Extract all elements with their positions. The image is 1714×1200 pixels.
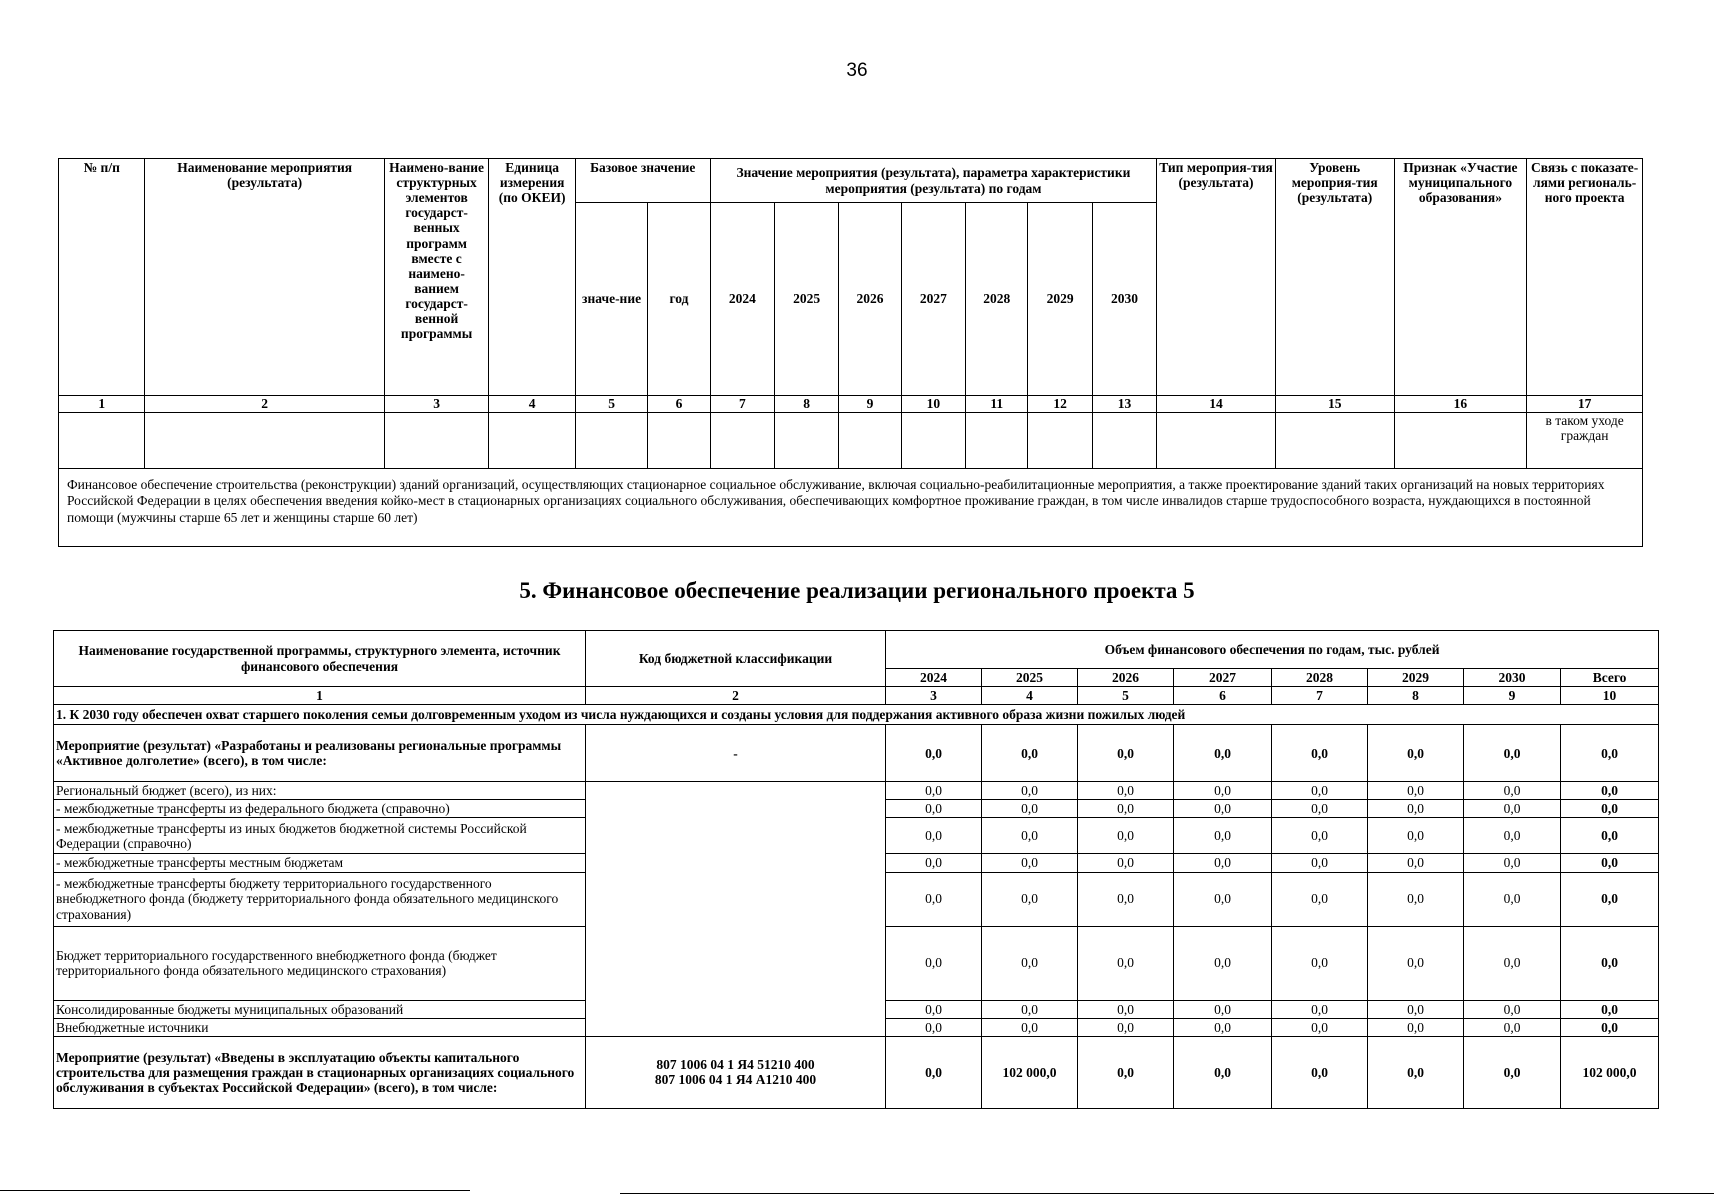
header-year: 2028 <box>1272 669 1368 687</box>
value-cell: 0,0 <box>886 818 982 854</box>
header-total: Всего <box>1561 669 1659 687</box>
col-number: 7 <box>710 396 774 413</box>
header-year: 2025 <box>775 203 839 396</box>
value-cell: 0,0 <box>1174 800 1272 818</box>
value-cell: 0,0 <box>1464 818 1561 854</box>
header-year: 2030 <box>1092 203 1156 396</box>
value-cell: 0,0 <box>1368 1018 1464 1036</box>
value-cell: 0,0 <box>1561 725 1659 782</box>
value-cell: 0,0 <box>1174 872 1272 926</box>
col-number: 17 <box>1527 396 1643 413</box>
value-cell: 0,0 <box>982 1000 1078 1018</box>
row-label: - межбюджетные трансферты бюджету территориального государственного внебюджетного фонда (бюджету территориального фонда обязательного медицинского страхования) <box>54 872 586 926</box>
value-cell: 0,0 <box>1561 1018 1659 1036</box>
col-number: 11 <box>966 396 1028 413</box>
value-cell: 0,0 <box>982 782 1078 800</box>
value-cell: 0,0 <box>1174 854 1272 872</box>
value-cell: 0,0 <box>1561 854 1659 872</box>
value-cell: 0,0 <box>886 872 982 926</box>
value-cell: 0,0 <box>1272 872 1368 926</box>
value-cell: 0,0 <box>1561 818 1659 854</box>
row-label: Консолидированные бюджеты муниципальных образований <box>54 1000 586 1018</box>
value-cell: 0,0 <box>1078 1000 1174 1018</box>
value-cell: 0,0 <box>1272 854 1368 872</box>
value-cell: 0,0 <box>1078 818 1174 854</box>
value-cell: 0,0 <box>1078 782 1174 800</box>
header-volume: Объем финансового обеспечения по годам, тыс. рублей <box>886 631 1659 669</box>
header-year: 2029 <box>1368 669 1464 687</box>
results-table <box>58 158 1643 547</box>
col-number: 2 <box>145 396 384 413</box>
header-year: 2024 <box>710 203 774 396</box>
value-cell: 0,0 <box>1464 782 1561 800</box>
value-cell: 0,0 <box>886 1000 982 1018</box>
value-cell: 0,0 <box>1368 725 1464 782</box>
value-cell: 0,0 <box>982 1018 1078 1036</box>
value-cell: 0,0 <box>982 725 1078 782</box>
col-number: 3 <box>886 687 982 705</box>
value-cell: 0,0 <box>1464 926 1561 1000</box>
value-cell: 0,0 <box>982 926 1078 1000</box>
header-name: Наименование мероприятия (результата) <box>145 159 384 396</box>
header-level: Уровень мероприя-тия (результата) <box>1275 159 1394 396</box>
col-number: 8 <box>775 396 839 413</box>
value-cell: 0,0 <box>982 818 1078 854</box>
value-cell: 0,0 <box>1272 1000 1368 1018</box>
row-code-empty <box>586 782 886 1037</box>
value-cell: 0,0 <box>1272 782 1368 800</box>
row-label: Мероприятие (результат) «Разработаны и реализованы региональные программы «Активное долголетие» (всего), в том числе: <box>54 725 586 782</box>
col-number: 16 <box>1394 396 1527 413</box>
value-cell: 0,0 <box>886 854 982 872</box>
row-code: 807 1006 04 1 Я4 51210 400 807 1006 04 1 Я4 А1210 400 <box>586 1036 886 1108</box>
header-year: 2029 <box>1028 203 1092 396</box>
col-number: 5 <box>575 396 647 413</box>
value-cell: 0,0 <box>1272 1036 1368 1108</box>
value-cell: 0,0 <box>1272 1018 1368 1036</box>
value-cell: 0,0 <box>1368 926 1464 1000</box>
header-year: 2027 <box>1174 669 1272 687</box>
col-number: 4 <box>489 396 575 413</box>
value-cell: 0,0 <box>1078 1036 1174 1108</box>
value-cell: 0,0 <box>886 800 982 818</box>
value-cell: 0,0 <box>886 926 982 1000</box>
value-cell: 0,0 <box>1464 872 1561 926</box>
value-cell: 0,0 <box>1464 800 1561 818</box>
row-label: - межбюджетные трансферты из федерального бюджета (справочно) <box>54 800 586 818</box>
col-number: 1 <box>59 396 145 413</box>
value-cell: 0,0 <box>982 800 1078 818</box>
row-label: Бюджет территориального государственного внебюджетного фонда (бюджет территориального фонда обязательного медицинского страхования) <box>54 926 586 1000</box>
value-cell: 0,0 <box>982 854 1078 872</box>
col-number: 4 <box>982 687 1078 705</box>
header-sign: Признак «Участие муниципального образования» <box>1394 159 1527 396</box>
value-cell: 0,0 <box>1174 1018 1272 1036</box>
value-cell: 0,0 <box>1174 818 1272 854</box>
value-cell: 0,0 <box>1464 1018 1561 1036</box>
col-number: 14 <box>1157 396 1276 413</box>
header-program-name: Наименование государственной программы, структурного элемента, источник финансового обеспечения <box>54 631 586 687</box>
value-cell: 0,0 <box>1078 926 1174 1000</box>
value-cell: 0,0 <box>1174 725 1272 782</box>
header-link: Связь с показате-лями региональ-ного проекта <box>1527 159 1643 396</box>
value-cell: 0,0 <box>1368 818 1464 854</box>
value-cell: 0,0 <box>1174 1036 1272 1108</box>
header-year: 2024 <box>886 669 982 687</box>
col-number: 8 <box>1368 687 1464 705</box>
value-cell: 0,0 <box>1272 818 1368 854</box>
value-cell: 102 000,0 <box>1561 1036 1659 1108</box>
page-edge-line <box>0 1190 470 1191</box>
header-base-year: год <box>648 203 710 396</box>
row-label: Внебюджетные источники <box>54 1018 586 1036</box>
header-year: 2027 <box>901 203 965 396</box>
value-cell: 0,0 <box>1368 782 1464 800</box>
header-year: 2028 <box>966 203 1028 396</box>
value-cell: 0,0 <box>1368 854 1464 872</box>
col-number: 2 <box>586 687 886 705</box>
header-struct: Наимено-вание структурных элементов государст-венных программ вместе с наимено-ванием государст-венной программы <box>384 159 489 396</box>
value-cell: 0,0 <box>1078 800 1174 818</box>
col-number: 1 <box>54 687 586 705</box>
col-number: 7 <box>1272 687 1368 705</box>
value-cell: 0,0 <box>1368 800 1464 818</box>
value-cell: 0,0 <box>1174 1000 1272 1018</box>
value-cell: 0,0 <box>1078 854 1174 872</box>
col-number: 9 <box>1464 687 1561 705</box>
value-cell: 0,0 <box>1272 725 1368 782</box>
value-cell: 0,0 <box>1078 725 1174 782</box>
value-cell: 0,0 <box>1561 872 1659 926</box>
value-cell: 0,0 <box>1272 800 1368 818</box>
header-year: 2025 <box>982 669 1078 687</box>
col-number: 15 <box>1275 396 1394 413</box>
col-number: 5 <box>1078 687 1174 705</box>
header-base: Базовое значение <box>575 159 710 203</box>
row-label: Мероприятие (результат) «Введены в эксплуатацию объекты капитального строительства для размещения граждан в стационарных организациях социального обслуживания в субъектах Российской Федерации» (всего), в том числе: <box>54 1036 586 1108</box>
goal-row: 1. К 2030 году обеспечен охват старшего поколения семьи долговременным уходом из числа нуждающихся и созданы условия для поддержания активного образа жизни пожилых людей <box>54 705 1659 725</box>
value-cell: 0,0 <box>1561 926 1659 1000</box>
row-label: Региональный бюджет (всего), из них: <box>54 782 586 800</box>
value-cell: 0,0 <box>1464 725 1561 782</box>
header-values-group: Значение мероприятия (результата), параметра характеристики мероприятия (результата) по годам <box>710 159 1157 203</box>
col-number: 6 <box>1174 687 1272 705</box>
value-cell: 0,0 <box>886 725 982 782</box>
value-cell: 0,0 <box>886 782 982 800</box>
col-number: 6 <box>648 396 710 413</box>
value-cell: 0,0 <box>1464 854 1561 872</box>
value-cell: 0,0 <box>1174 926 1272 1000</box>
header-code: Код бюджетной классификации <box>586 631 886 687</box>
header-type: Тип мероприя-тия (результата) <box>1157 159 1276 396</box>
section-title: 5. Финансовое обеспечение реализации регионального проекта 5 <box>519 578 1195 603</box>
value-cell: 0,0 <box>1368 872 1464 926</box>
value-cell: 0,0 <box>1561 800 1659 818</box>
row-code: - <box>586 725 886 782</box>
col-number: 3 <box>384 396 489 413</box>
row-partial-text: в таком уходе граждан <box>1527 413 1643 469</box>
value-cell: 0,0 <box>886 1036 982 1108</box>
header-year: 2026 <box>839 203 901 396</box>
header-year: 2026 <box>1078 669 1174 687</box>
row-label: - межбюджетные трансферты местным бюджетам <box>54 854 586 872</box>
col-number: 9 <box>839 396 901 413</box>
header-unit: Единица измерения (по ОКЕИ) <box>489 159 575 396</box>
col-number: 10 <box>1561 687 1659 705</box>
header-num: № п/п <box>59 159 145 396</box>
value-cell: 102 000,0 <box>982 1036 1078 1108</box>
value-cell: 0,0 <box>1464 1000 1561 1018</box>
value-cell: 0,0 <box>1368 1036 1464 1108</box>
value-cell: 0,0 <box>1174 782 1272 800</box>
value-cell: 0,0 <box>1561 1000 1659 1018</box>
value-cell: 0,0 <box>1464 1036 1561 1108</box>
value-cell: 0,0 <box>1561 782 1659 800</box>
header-base-value: значе-ние <box>575 203 647 396</box>
value-cell: 0,0 <box>1078 872 1174 926</box>
finance-table <box>53 630 1659 1109</box>
row-label: - межбюджетные трансферты из иных бюджетов бюджетной системы Российской Федерации (справочно) <box>54 818 586 854</box>
description-cell: Финансовое обеспечение строительства (реконструкции) зданий организаций, осуществляющих стационарное социальное обслуживание, включая социально-реабилитационные мероприятия, а также проектирование зданий таких организаций на новых территориях Российской Федерации в целях обеспечения введения койко-мест в стационарных организациях социального обслуживания, обеспечивающих комфортное проживание граждан, в том числе инвалидов старше трудоспособного возраста, нуждающихся в постоянной помощи (мужчины старше 65 лет и женщины старше 60 лет) <box>59 469 1643 547</box>
value-cell: 0,0 <box>1272 926 1368 1000</box>
page-number: 36 <box>846 60 868 81</box>
value-cell: 0,0 <box>1078 1018 1174 1036</box>
col-number: 10 <box>901 396 965 413</box>
page-edge-line <box>620 1193 1714 1194</box>
value-cell: 0,0 <box>982 872 1078 926</box>
col-number: 13 <box>1092 396 1156 413</box>
header-year: 2030 <box>1464 669 1561 687</box>
value-cell: 0,0 <box>1368 1000 1464 1018</box>
value-cell: 0,0 <box>886 1018 982 1036</box>
col-number: 12 <box>1028 396 1092 413</box>
